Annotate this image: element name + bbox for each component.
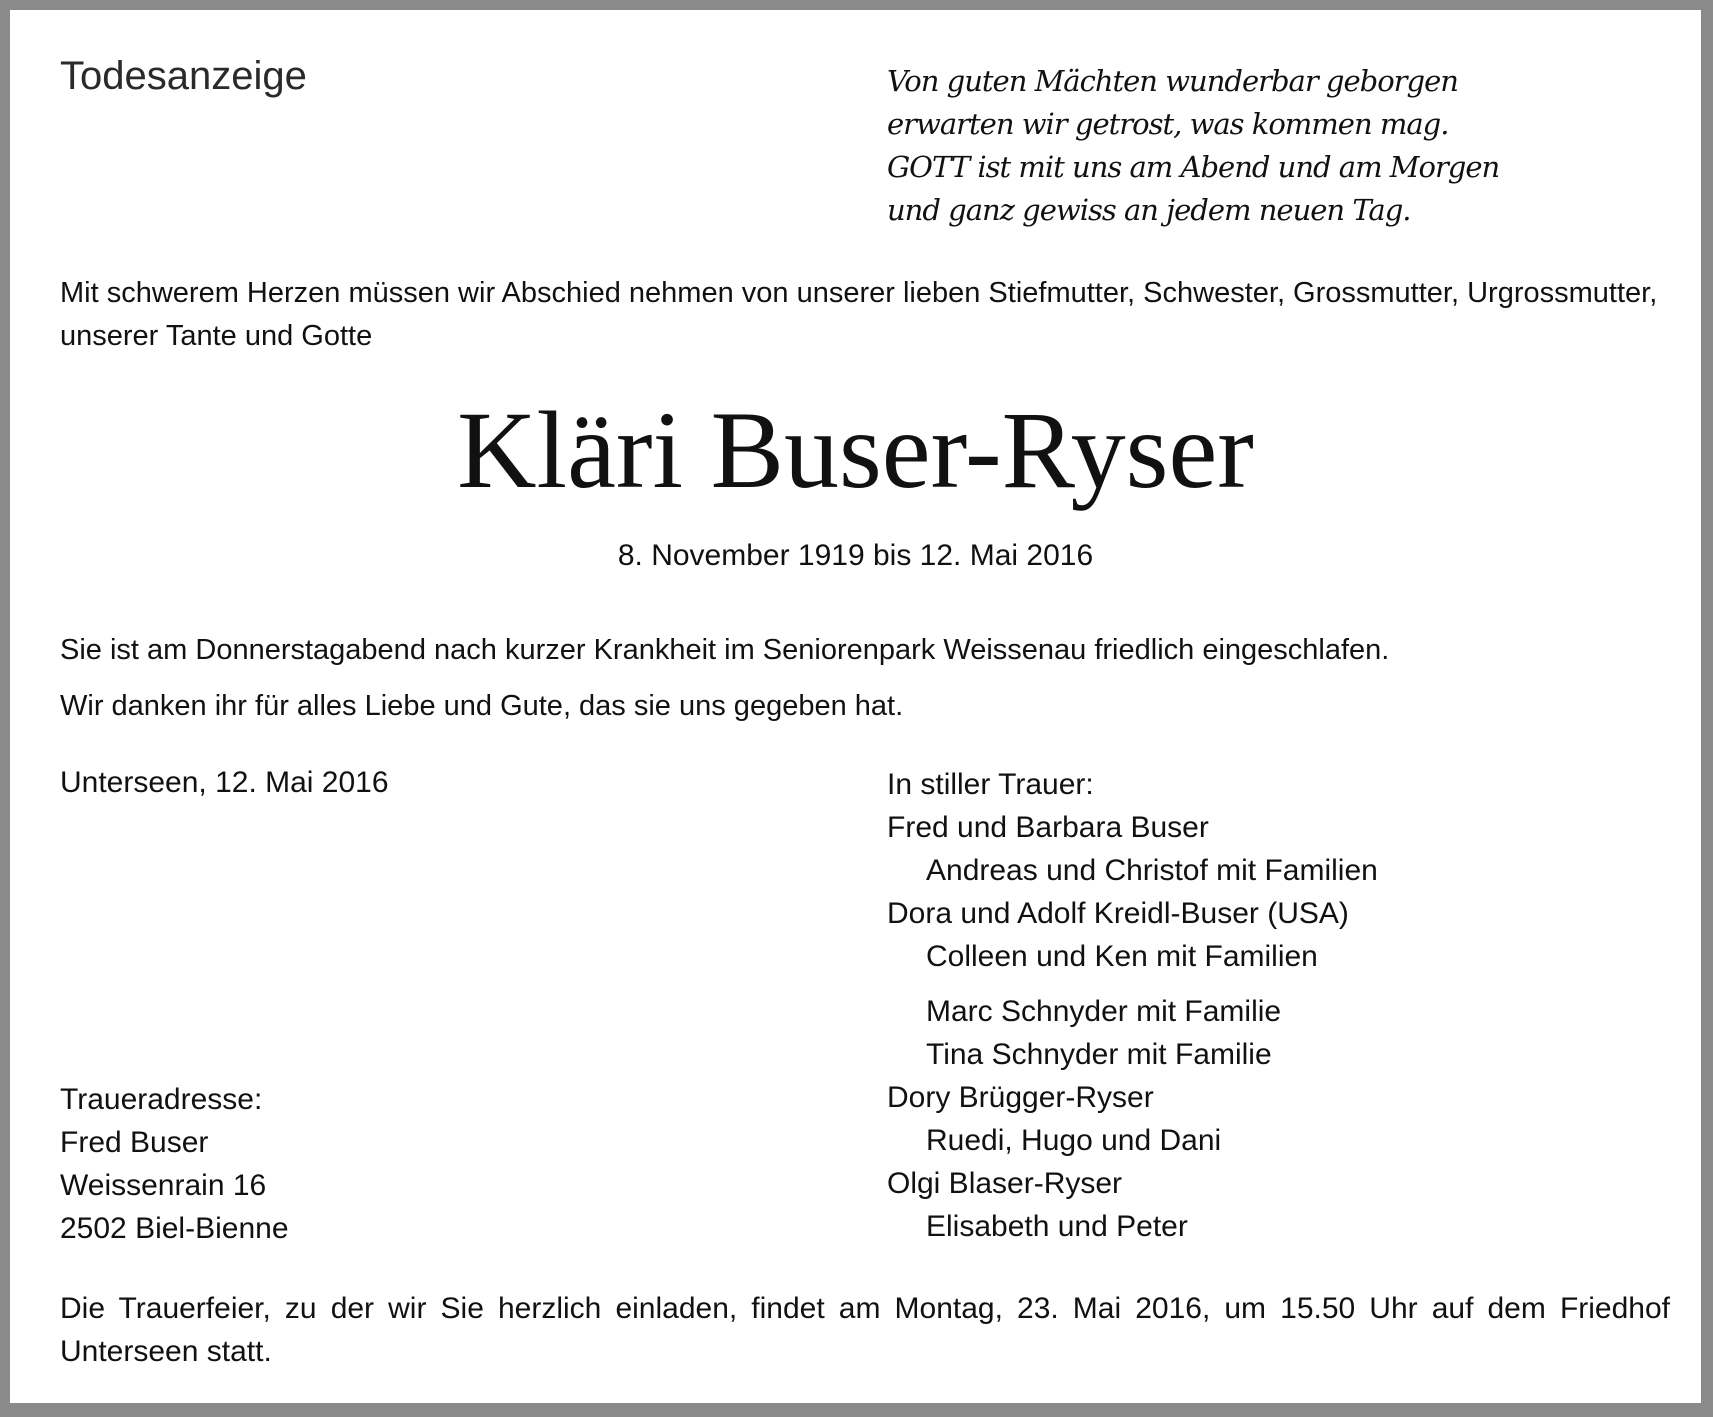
address-label: Traueradresse: [60, 1083, 263, 1116]
body-line: Wir danken ihr für alles Liebe und Gute, das sie uns gegeben hat. [60, 690, 904, 722]
body-text [60, 622, 1670, 734]
mourner-entry: Fred und Barbara Buser [887, 811, 1209, 844]
mourner-rows [887, 806, 1378, 1248]
address-street: Weissenrain 16 [60, 1169, 267, 1202]
funeral-service-text: Die Trauerfeier, zu der wir Sie herzlich einladen, findet am Montag, 23. Mai 2016, um 15.50 Uhr auf dem Friedhof Unterseen statt. [60, 1292, 1670, 1368]
mourner-subentry: Tina Schnyder mit Familie [926, 1038, 1272, 1071]
mourning-address [60, 1078, 289, 1250]
mourner-entry: Dory Brügger-Ryser [887, 1081, 1154, 1114]
address-name: Fred Buser [60, 1126, 209, 1159]
life-dates: 8. November 1919 bis 12. Mai 2016 [617, 539, 1094, 572]
notice-label: Todesanzeige [60, 54, 307, 98]
mourner-subentry: Elisabeth und Peter [926, 1210, 1188, 1243]
obituary-notice [10, 10, 1701, 1403]
poem-line: GOTT ist mit uns am Abend und am Morgen [887, 150, 1500, 184]
address-city: 2502 Biel-Bienne [60, 1212, 289, 1245]
intro-text: Mit schwerem Herzen müssen wir Abschied nehmen von unserer lieben Stiefmutter, Schwester, Grossmutter, Urgrossmutter, unserer Tante und Gotte [60, 277, 1658, 352]
mourner-subentry: Andreas und Christof mit Familien [926, 854, 1378, 887]
mourner-entry: Olgi Blaser-Ryser [887, 1167, 1123, 1200]
mourner-subentry: Marc Schnyder mit Familie [926, 995, 1282, 1028]
poem-line: und ganz gewiss an jedem neuen Tag. [887, 193, 1411, 227]
place-date: Unterseen, 12. Mai 2016 [60, 766, 389, 799]
mourner-subentry: Colleen und Ken mit Familien [926, 940, 1318, 973]
mourner-subentry: Ruedi, Hugo und Dani [926, 1124, 1222, 1157]
body-line: Sie ist am Donnerstagabend nach kurzer Krankheit im Seniorenpark Weissenau friedlich eingeschlafen. [60, 634, 1390, 666]
mourners-list [887, 763, 1378, 1248]
deceased-name: Kläri Buser-Ryser [457, 389, 1254, 511]
poem [887, 60, 1499, 232]
mourners-heading: In stiller Trauer: [887, 768, 1094, 801]
poem-line: Von guten Mächten wunderbar geborgen [887, 64, 1458, 98]
poem-line: erwarten wir getrost, was kommen mag. [887, 107, 1449, 141]
mourner-entry: Dora und Adolf Kreidl-Buser (USA) [887, 897, 1349, 930]
